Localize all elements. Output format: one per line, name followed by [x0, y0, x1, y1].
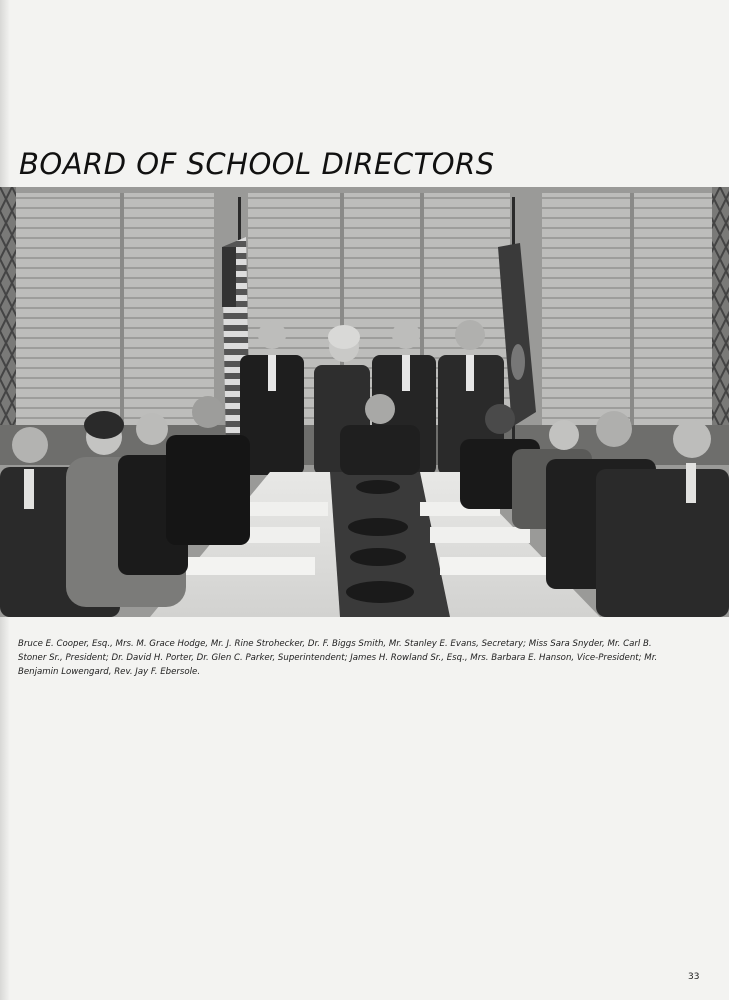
photo-caption: Bruce E. Cooper, Esq., Mrs. M. Grace Hodge, Mr. J. Rine Strohecker, Dr. F. Biggs Smith, Mr. Stanley E. Evans, Secretary; Miss Sara Snyder, Mr. Carl B. Stoner Sr., President; Dr. David H. Porter, Dr. Glen C. Parker, Superintendent; James H. Rowland Sr., Esq., Mrs. Barbara E. Hanson, Vice-President; Mr. Benjamin Lowengard, Rev. Jay F. Ebersole.	[18, 638, 658, 677]
seated-center	[340, 425, 420, 475]
window-blinds-right	[542, 193, 712, 425]
board-group-photo	[0, 187, 729, 617]
page-title: BOARD OF SCHOOL DIRECTORS	[19, 147, 495, 182]
right-curtain	[712, 187, 729, 437]
left-curtain	[0, 187, 16, 437]
page-number: 33	[688, 972, 700, 982]
window-blinds-left	[16, 193, 214, 425]
